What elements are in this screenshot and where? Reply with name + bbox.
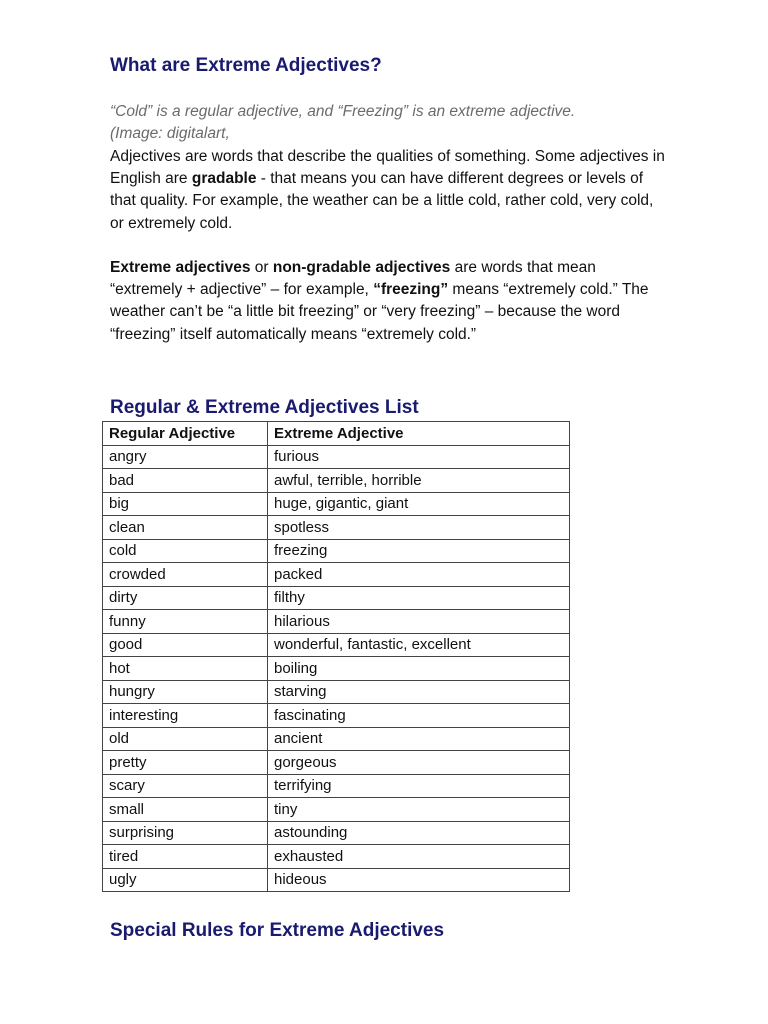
regular-adjective-cell: clean — [103, 516, 268, 540]
column-header-extreme: Extreme Adjective — [268, 422, 570, 446]
table-row — [103, 610, 570, 634]
caption-line-2: (Image: digitalart, — [110, 125, 230, 142]
table-row — [103, 704, 570, 728]
regular-adjective-cell: scary — [103, 774, 268, 798]
table-row — [103, 469, 570, 493]
heading-adjectives-list: Regular & Extreme Adjectives List — [110, 397, 419, 418]
paragraph-text: are words that mean “extremely + adjective” – for example, — [110, 259, 596, 299]
image-caption — [110, 101, 670, 145]
heading-what-are-extreme-adjectives: What are Extreme Adjectives? — [110, 55, 382, 76]
paragraph-text: Adjectives are words that describe the qualities of something. Some adjectives in English are — [110, 148, 665, 188]
extreme-adjective-cell: hideous — [268, 868, 570, 892]
regular-adjective-cell: ugly — [103, 868, 268, 892]
paragraph-text: or — [250, 259, 273, 276]
heading-special-rules: Special Rules for Extreme Adjectives — [110, 920, 445, 941]
regular-adjective-cell: small — [103, 798, 268, 822]
extreme-adjective-cell: tiny — [268, 798, 570, 822]
regular-adjective-cell: tired — [103, 845, 268, 869]
extreme-adjective-cell: boiling — [268, 657, 570, 681]
extreme-adjective-cell: ancient — [268, 727, 570, 751]
table-row — [103, 727, 570, 751]
bold-term: non-gradable adjectives — [272, 259, 451, 276]
table-row — [103, 657, 570, 681]
paragraph-gradable — [110, 146, 670, 235]
table-row — [103, 586, 570, 610]
extreme-adjective-cell: huge, gigantic, giant — [268, 492, 570, 516]
table-row — [103, 774, 570, 798]
regular-adjective-cell: surprising — [103, 821, 268, 845]
regular-adjective-cell: funny — [103, 610, 268, 634]
regular-adjective-cell: pretty — [103, 751, 268, 775]
extreme-adjective-cell: astounding — [268, 821, 570, 845]
regular-adjective-cell: hot — [103, 657, 268, 681]
extreme-adjective-cell: starving — [268, 680, 570, 704]
extreme-adjective-cell: exhausted — [268, 845, 570, 869]
regular-adjective-cell: crowded — [103, 563, 268, 587]
regular-adjective-cell: good — [103, 633, 268, 657]
bold-term: gradable — [191, 170, 257, 188]
extreme-adjective-cell: wonderful, fantastic, excellent — [268, 633, 570, 657]
extreme-adjective-cell: terrifying — [268, 774, 570, 798]
adjectives-table — [102, 421, 570, 892]
extreme-adjective-cell: gorgeous — [268, 751, 570, 775]
table-row — [103, 445, 570, 469]
regular-adjective-cell: cold — [103, 539, 268, 563]
regular-adjective-cell: old — [103, 727, 268, 751]
paragraph-text: means “extremely cold.” The weather can’t be “a little bit freezing” or “very freezing” – because the word “freezing” itself automatically means “extremely cold.” — [110, 281, 649, 343]
regular-adjective-cell: big — [103, 492, 268, 516]
bold-term: Extreme adjectives — [110, 259, 251, 276]
extreme-adjective-cell: packed — [268, 563, 570, 587]
table-body — [103, 445, 570, 892]
bold-term: “freezing” — [373, 281, 449, 299]
caption-line-1: “Cold” is a regular adjective, and “Freezing” is an extreme adjective. — [110, 103, 576, 120]
table-row — [103, 539, 570, 563]
paragraph-text: - that means you can have different degrees or levels of that quality. For example, the weather can be a little cold, rather cold, very cold, or extremely cold. — [110, 170, 654, 232]
extreme-adjective-cell: awful, terrible, horrible — [268, 469, 570, 493]
column-header-regular: Regular Adjective — [103, 422, 268, 446]
extreme-adjective-cell: furious — [268, 445, 570, 469]
table-row — [103, 563, 570, 587]
extreme-adjective-cell: filthy — [268, 586, 570, 610]
regular-adjective-cell: hungry — [103, 680, 268, 704]
paragraph-extreme — [110, 257, 670, 346]
table-row — [103, 845, 570, 869]
regular-adjective-cell: bad — [103, 469, 268, 493]
table-row — [103, 751, 570, 775]
table-row — [103, 516, 570, 540]
table-row — [103, 492, 570, 516]
table-row — [103, 868, 570, 892]
table-row — [103, 821, 570, 845]
table-row — [103, 680, 570, 704]
table-header-row — [103, 422, 570, 446]
extreme-adjective-cell: fascinating — [268, 704, 570, 728]
table-row — [103, 798, 570, 822]
regular-adjective-cell: angry — [103, 445, 268, 469]
regular-adjective-cell: dirty — [103, 586, 268, 610]
regular-adjective-cell: interesting — [103, 704, 268, 728]
extreme-adjective-cell: hilarious — [268, 610, 570, 634]
extreme-adjective-cell: spotless — [268, 516, 570, 540]
table-row — [103, 633, 570, 657]
extreme-adjective-cell: freezing — [268, 539, 570, 563]
